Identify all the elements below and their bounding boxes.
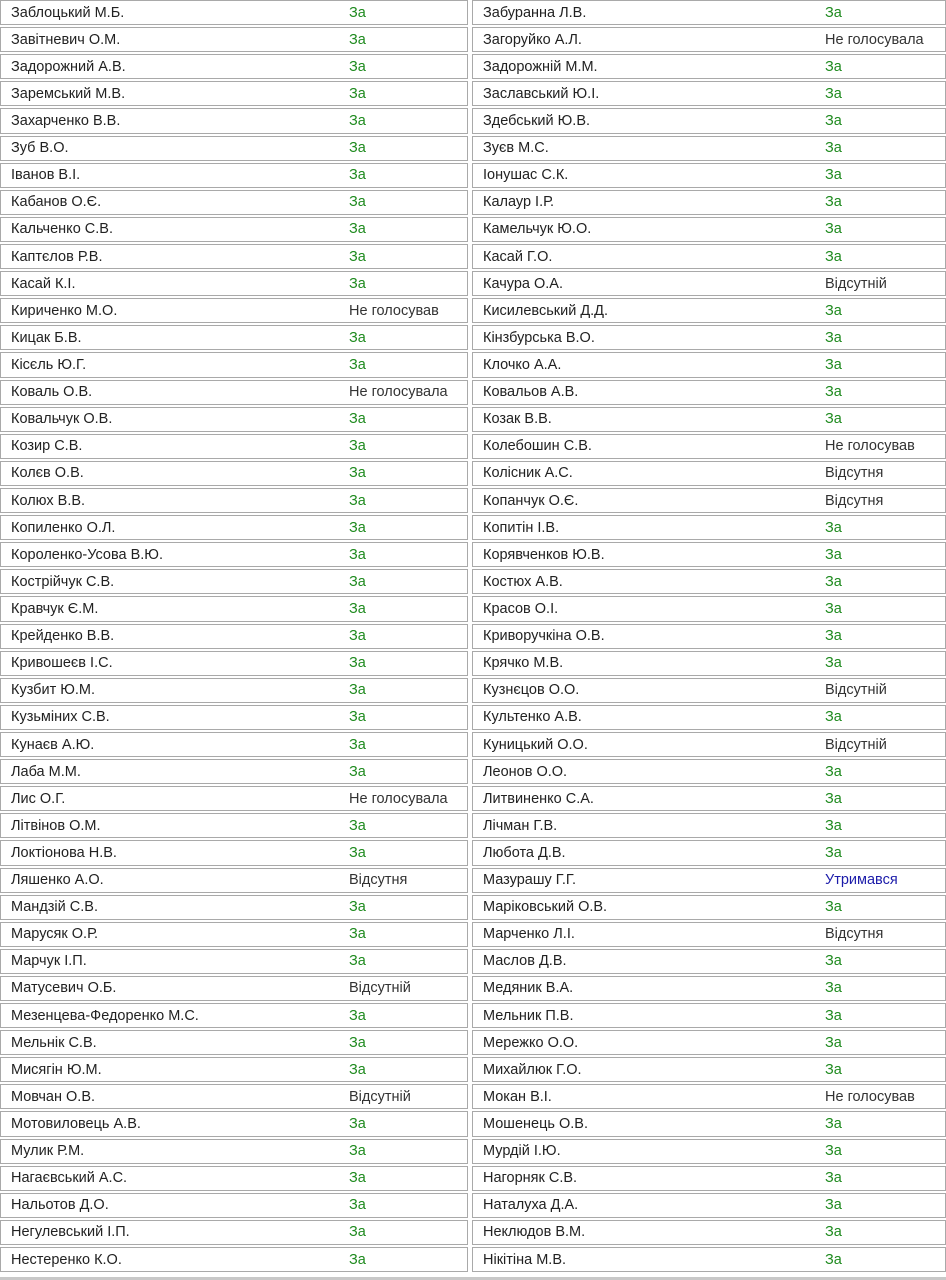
vote-result: За	[349, 709, 366, 726]
vote-result: За	[349, 194, 366, 211]
deputy-name: Кравчук Є.М.	[11, 600, 99, 617]
vote-result: Відсутній	[825, 736, 887, 753]
vote-result: Відсутній	[349, 980, 411, 997]
vote-result: За	[349, 1116, 366, 1133]
table-row	[0, 461, 468, 486]
table-row	[472, 488, 946, 513]
table-row	[472, 569, 946, 594]
table-row	[0, 705, 468, 730]
deputy-name: Загоруйко А.Л.	[483, 31, 582, 48]
vote-result: За	[349, 519, 366, 536]
table-row	[0, 325, 468, 350]
table-row	[472, 949, 946, 974]
table-row	[472, 352, 946, 377]
vote-result: За	[349, 1007, 366, 1024]
table-row	[0, 380, 468, 405]
deputy-name: Нікітіна М.В.	[483, 1251, 567, 1268]
vote-result: За	[825, 1061, 842, 1078]
table-row	[0, 108, 468, 133]
table-row	[0, 244, 468, 269]
vote-result: За	[825, 953, 842, 970]
table-row	[472, 461, 946, 486]
table-row	[472, 27, 946, 52]
table-row	[0, 732, 468, 757]
vote-result: За	[349, 546, 366, 563]
vote-result: За	[825, 248, 842, 265]
deputy-name: Кальченко С.В.	[11, 221, 113, 238]
deputy-name: Маріковський О.В.	[483, 899, 608, 916]
vote-result: За	[825, 194, 842, 211]
deputy-name: Кострійчук С.В.	[11, 573, 115, 590]
deputy-name: Криворучкіна О.В.	[483, 628, 605, 645]
table-row	[472, 976, 946, 1001]
table-row	[0, 678, 468, 703]
table-row	[472, 1139, 946, 1164]
deputy-name: Мандзій С.В.	[11, 899, 98, 916]
deputy-name: Копиленко О.Л.	[11, 519, 116, 536]
vote-result: За	[349, 600, 366, 617]
vote-result: За	[349, 628, 366, 645]
deputy-name: Ковальов А.В.	[483, 384, 579, 401]
deputy-name: Качура О.А.	[483, 275, 563, 292]
vote-result: За	[825, 1143, 842, 1160]
deputy-name: Кузьміних С.В.	[11, 709, 110, 726]
table-row	[0, 54, 468, 79]
deputy-name: Корявченков Ю.В.	[483, 546, 605, 563]
deputy-name: Лаба М.М.	[11, 763, 81, 780]
table-row	[472, 868, 946, 893]
vote-result: За	[825, 221, 842, 238]
table-row	[0, 0, 468, 25]
table-row	[0, 190, 468, 215]
deputy-name: Ляшенко А.О.	[11, 872, 104, 889]
deputy-name: Мовчан О.В.	[11, 1088, 96, 1105]
deputy-name: Мельнік С.В.	[11, 1034, 97, 1051]
deputy-name: Красов О.І.	[483, 600, 559, 617]
vote-result: За	[349, 763, 366, 780]
deputy-name: Литвиненко С.А.	[483, 790, 594, 807]
table-row	[472, 840, 946, 865]
table-row	[0, 1193, 468, 1218]
vote-result: За	[825, 546, 842, 563]
vote-result: За	[825, 85, 842, 102]
vote-result: За	[349, 356, 366, 373]
vote-result: За	[825, 4, 842, 21]
vote-result: За	[825, 655, 842, 672]
deputy-name: Лис О.Г.	[11, 790, 66, 807]
deputy-name: Кривошеєв І.С.	[11, 655, 113, 672]
vote-result: Відсутній	[825, 275, 887, 292]
table-row	[472, 624, 946, 649]
table-row	[0, 651, 468, 676]
deputy-name: Кісєль Ю.Г.	[11, 356, 87, 373]
table-row	[472, 786, 946, 811]
deputy-name: Іонушас С.К.	[483, 167, 569, 184]
deputy-name: Кисилевський Д.Д.	[483, 302, 609, 319]
vote-result: Відсутня	[825, 465, 884, 482]
vote-result: Утримався	[825, 872, 898, 889]
deputy-name: Касай Г.О.	[483, 248, 553, 265]
vote-result: За	[349, 275, 366, 292]
deputy-name: Кузбит Ю.М.	[11, 682, 96, 699]
vote-result: За	[349, 329, 366, 346]
table-row	[0, 81, 468, 106]
deputy-name: Касай К.І.	[11, 275, 76, 292]
vote-result: За	[825, 411, 842, 428]
deputy-name: Матусевич О.Б.	[11, 980, 117, 997]
deputy-name: Марусяк О.Р.	[11, 926, 99, 943]
deputy-name: Зуб В.О.	[11, 140, 69, 157]
vote-result: За	[825, 1170, 842, 1187]
vote-result: За	[349, 899, 366, 916]
table-row	[0, 840, 468, 865]
vote-result: За	[825, 329, 842, 346]
vote-result: Не голосувала	[349, 384, 448, 401]
vote-result: За	[349, 140, 366, 157]
table-row	[0, 596, 468, 621]
vote-result: За	[349, 492, 366, 509]
table-row	[0, 352, 468, 377]
vote-result: За	[825, 302, 842, 319]
table-row	[0, 922, 468, 947]
table-row	[0, 1030, 468, 1055]
table-row	[472, 1166, 946, 1191]
vote-result: Не голосувала	[825, 31, 924, 48]
deputy-name: Наталуха Д.А.	[483, 1197, 579, 1214]
table-row	[0, 488, 468, 513]
deputy-name: Колюх В.В.	[11, 492, 86, 509]
deputy-name: Мулик Р.М.	[11, 1143, 85, 1160]
vote-result: За	[349, 1061, 366, 1078]
vote-result: Відсутня	[825, 926, 884, 943]
table-row	[472, 0, 946, 25]
vote-result: За	[825, 573, 842, 590]
table-row	[472, 1057, 946, 1082]
table-row	[0, 163, 468, 188]
deputy-name: Мережко О.О.	[483, 1034, 579, 1051]
vote-result: За	[349, 1143, 366, 1160]
table-row	[0, 1057, 468, 1082]
vote-result: За	[825, 140, 842, 157]
vote-result: За	[349, 112, 366, 129]
table-row	[472, 108, 946, 133]
table-row	[0, 542, 468, 567]
deputy-name: Мошенець О.В.	[483, 1116, 588, 1133]
deputy-name: Кінзбурська В.О.	[483, 329, 595, 346]
table-row	[472, 163, 946, 188]
vote-result: За	[349, 58, 366, 75]
table-row	[0, 298, 468, 323]
table-row	[0, 813, 468, 838]
vote-result: За	[349, 1224, 366, 1241]
deputy-name: Медяник В.А.	[483, 980, 574, 997]
deputy-name: Заславський Ю.І.	[483, 85, 600, 102]
deputy-name: Локтіонова Н.В.	[11, 844, 117, 861]
table-row	[0, 1003, 468, 1028]
table-row	[472, 759, 946, 784]
table-row	[472, 407, 946, 432]
deputy-name: Марчук І.П.	[11, 953, 87, 970]
vote-result: За	[825, 167, 842, 184]
vote-result: За	[349, 85, 366, 102]
table-row	[472, 434, 946, 459]
deputy-name: Здебський Ю.В.	[483, 112, 591, 129]
table-row	[472, 1193, 946, 1218]
vote-result: За	[825, 709, 842, 726]
deputy-name: Кузнєцов О.О.	[483, 682, 580, 699]
deputy-name: Копанчук О.Є.	[483, 492, 579, 509]
deputy-name: Крейденко В.В.	[11, 628, 115, 645]
vote-result: За	[349, 926, 366, 943]
vote-result: За	[349, 1170, 366, 1187]
table-row	[472, 380, 946, 405]
table-row	[472, 651, 946, 676]
vote-result: За	[349, 1251, 366, 1268]
table-row	[472, 542, 946, 567]
table-row	[472, 1084, 946, 1109]
vote-result: Відсутня	[825, 492, 884, 509]
deputy-name: Лічман Г.В.	[483, 817, 558, 834]
vote-result: За	[825, 763, 842, 780]
table-row	[472, 217, 946, 242]
deputy-name: Коваль О.В.	[11, 384, 93, 401]
table-row	[472, 1111, 946, 1136]
deputy-name: Зуєв М.С.	[483, 140, 549, 157]
deputy-name: Нальотов Д.О.	[11, 1197, 109, 1214]
table-row	[472, 271, 946, 296]
vote-result: За	[825, 844, 842, 861]
deputy-name: Крячко М.В.	[483, 655, 564, 672]
vote-result: За	[349, 1197, 366, 1214]
table-row	[0, 868, 468, 893]
table-row	[472, 244, 946, 269]
table-row	[472, 1003, 946, 1028]
vote-result: За	[349, 31, 366, 48]
vote-result: За	[825, 519, 842, 536]
vote-result: За	[825, 980, 842, 997]
deputy-name: Нестеренко К.О.	[11, 1251, 122, 1268]
table-row	[0, 27, 468, 52]
table-row	[472, 515, 946, 540]
deputy-name: Копитін І.В.	[483, 519, 560, 536]
vote-result: За	[825, 384, 842, 401]
table-row	[0, 1111, 468, 1136]
vote-result: За	[825, 356, 842, 373]
table-row	[0, 1084, 468, 1109]
deputy-name: Забуранна Л.В.	[483, 4, 587, 21]
deputy-name: Заблоцький М.Б.	[11, 4, 125, 21]
table-row	[472, 895, 946, 920]
vote-result: За	[349, 736, 366, 753]
deputy-name: Іванов В.І.	[11, 167, 81, 184]
vote-result: Відсутній	[825, 682, 887, 699]
vote-result: За	[349, 817, 366, 834]
deputy-name: Клочко А.А.	[483, 356, 562, 373]
table-row	[472, 81, 946, 106]
table-row	[0, 976, 468, 1001]
deputy-name: Маслов Д.В.	[483, 953, 567, 970]
deputy-name: Нагорняк С.В.	[483, 1170, 578, 1187]
vote-result: Не голосувала	[349, 790, 448, 807]
vote-result: За	[349, 655, 366, 672]
deputy-name: Мокан В.І.	[483, 1088, 552, 1105]
vote-result: За	[825, 628, 842, 645]
deputy-name: Мисягін Ю.М.	[11, 1061, 102, 1078]
table-row	[472, 54, 946, 79]
deputy-name: Мельник П.В.	[483, 1007, 574, 1024]
table-row	[472, 190, 946, 215]
vote-result: За	[825, 600, 842, 617]
table-row	[0, 1247, 468, 1272]
vote-result: За	[825, 1251, 842, 1268]
deputy-name: Козак В.В.	[483, 411, 552, 428]
vote-result: За	[349, 953, 366, 970]
vote-result: За	[825, 817, 842, 834]
deputy-name: Михайлюк Г.О.	[483, 1061, 582, 1078]
deputy-name: Мазурашу Г.Г.	[483, 872, 576, 889]
deputy-name: Колебошин С.В.	[483, 438, 592, 455]
table-row	[472, 298, 946, 323]
deputy-name: Задорожний А.В.	[11, 58, 126, 75]
table-row	[0, 949, 468, 974]
deputy-name: Камельчук Ю.О.	[483, 221, 592, 238]
vote-result: За	[825, 1116, 842, 1133]
table-row	[472, 1030, 946, 1055]
deputy-name: Негулевський І.П.	[11, 1224, 130, 1241]
vote-result: За	[349, 1034, 366, 1051]
table-row	[472, 596, 946, 621]
table-row	[0, 217, 468, 242]
deputy-name: Куницький О.О.	[483, 736, 588, 753]
deputy-name: Кунаєв А.Ю.	[11, 736, 95, 753]
vote-result: Не голосував	[825, 438, 915, 455]
vote-result: Не голосував	[825, 1088, 915, 1105]
table-row	[0, 624, 468, 649]
vote-result: За	[825, 790, 842, 807]
deputy-name: Каптєлов Р.В.	[11, 248, 103, 265]
table-row	[0, 271, 468, 296]
vote-result: За	[825, 1034, 842, 1051]
deputy-name: Мурдій І.Ю.	[483, 1143, 561, 1160]
vote-result: За	[349, 4, 366, 21]
vote-result: За	[825, 1007, 842, 1024]
vote-result: За	[349, 465, 366, 482]
deputy-name: Козир С.В.	[11, 438, 83, 455]
table-row	[472, 705, 946, 730]
deputy-name: Захарченко В.В.	[11, 112, 121, 129]
table-row	[472, 1220, 946, 1245]
table-row	[0, 1166, 468, 1191]
table-row	[0, 407, 468, 432]
vote-result: За	[825, 1224, 842, 1241]
table-row	[472, 813, 946, 838]
table-row	[472, 1247, 946, 1272]
deputy-name: Мотовиловець А.В.	[11, 1116, 141, 1133]
vote-result: За	[349, 682, 366, 699]
vote-result: За	[349, 411, 366, 428]
table-row	[0, 1220, 468, 1245]
deputy-name: Любота Д.В.	[483, 844, 566, 861]
vote-result: За	[349, 167, 366, 184]
deputy-name: Ковальчук О.В.	[11, 411, 113, 428]
deputy-name: Костюх А.В.	[483, 573, 563, 590]
table-row	[472, 325, 946, 350]
vote-result: Відсутня	[349, 872, 408, 889]
vote-result: За	[349, 221, 366, 238]
deputy-name: Заремський М.В.	[11, 85, 126, 102]
deputy-name: Леонов О.О.	[483, 763, 568, 780]
table-row	[0, 569, 468, 594]
vote-result: За	[349, 248, 366, 265]
deputy-name: Літвінов О.М.	[11, 817, 101, 834]
deputy-name: Неклюдов В.М.	[483, 1224, 586, 1241]
deputy-name: Нагаєвський А.С.	[11, 1170, 128, 1187]
deputy-name: Кириченко М.О.	[11, 302, 118, 319]
table-row	[0, 136, 468, 161]
table-row	[0, 786, 468, 811]
vote-result: Не голосував	[349, 302, 439, 319]
deputy-name: Мезенцева-Федоренко М.С.	[11, 1007, 199, 1024]
table-row	[0, 434, 468, 459]
vote-result: За	[349, 573, 366, 590]
deputy-name: Колєв О.В.	[11, 465, 84, 482]
deputy-name: Завітневич О.М.	[11, 31, 121, 48]
deputy-name: Короленко-Усова В.Ю.	[11, 546, 163, 563]
vote-result: За	[349, 844, 366, 861]
vote-result: За	[349, 438, 366, 455]
vote-result: За	[825, 1197, 842, 1214]
table-row	[472, 922, 946, 947]
table-row	[0, 895, 468, 920]
table-row	[0, 515, 468, 540]
table-row	[0, 1139, 468, 1164]
table-row	[0, 759, 468, 784]
deputy-name: Кабанов О.Є.	[11, 194, 102, 211]
table-row	[472, 732, 946, 757]
deputy-name: Колісник А.С.	[483, 465, 573, 482]
deputy-name: Кицак Б.В.	[11, 329, 82, 346]
vote-result: Відсутній	[349, 1088, 411, 1105]
vote-result: За	[825, 112, 842, 129]
deputy-name: Культенко А.В.	[483, 709, 582, 726]
deputy-name: Задорожній М.М.	[483, 58, 598, 75]
deputy-name: Калаур І.Р.	[483, 194, 555, 211]
vote-result: За	[825, 899, 842, 916]
deputy-name: Марченко Л.І.	[483, 926, 575, 943]
vote-result: За	[825, 58, 842, 75]
table-row	[472, 678, 946, 703]
table-row	[472, 136, 946, 161]
